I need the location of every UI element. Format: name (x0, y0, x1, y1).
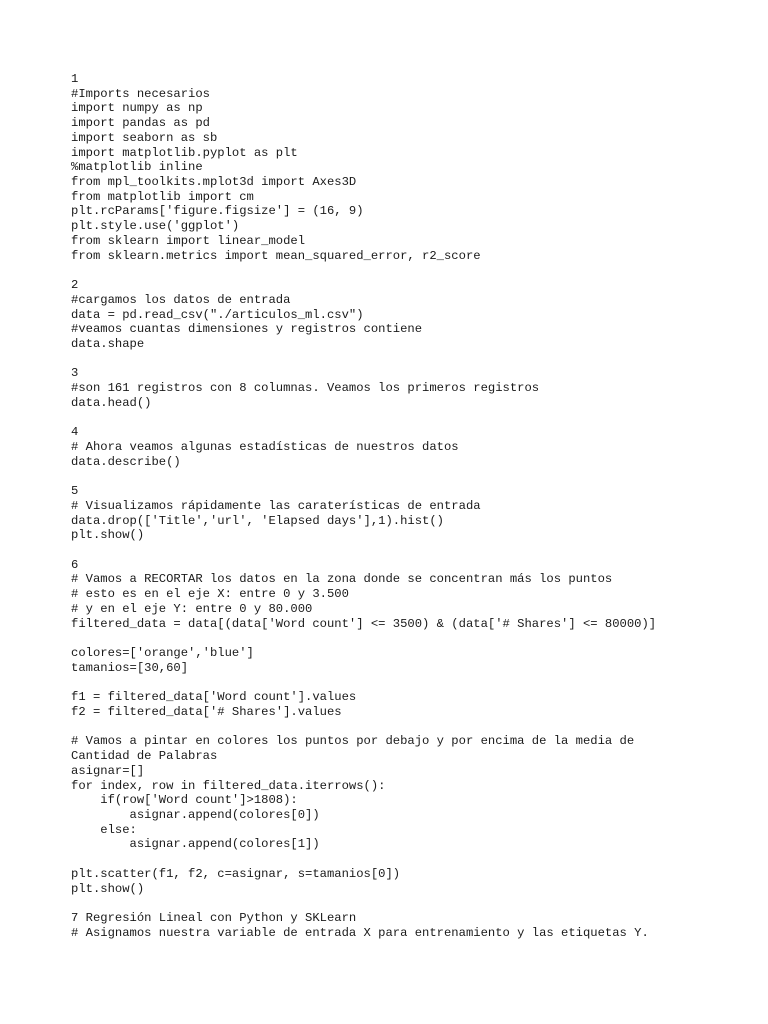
code-line: import pandas as pd (71, 116, 210, 131)
code-line: filtered_data = data[(data['Word count'] <= 3500) & (data['# Shares'] <= 80000)] (71, 616, 657, 631)
code-line: import matplotlib.pyplot as plt (71, 145, 298, 160)
code-line: data.describe() (71, 454, 181, 469)
code-line: if(row['Word count']>1808): (71, 793, 298, 808)
code-line: colores=['orange','blue'] (71, 646, 254, 661)
code-line: # esto es en el eje X: entre 0 y 3.500 (71, 587, 349, 602)
code-line: #cargamos los datos de entrada (71, 292, 291, 307)
code-line: plt.show() (71, 528, 145, 543)
code-line: plt.style.use('ggplot') (71, 219, 240, 234)
blank-line (71, 469, 751, 484)
code-line: data.drop(['Title','url', 'Elapsed days'],1).hist() (71, 513, 444, 528)
code-line: Cantidad de Palabras (71, 749, 218, 764)
code-line: f1 = filtered_data['Word count'].values (71, 690, 357, 705)
code-line: 2 (71, 278, 79, 293)
code-line: 5 (71, 484, 79, 499)
blank-line (71, 675, 751, 690)
document-page (71, 72, 751, 940)
code-line: plt.scatter(f1, f2, c=asignar, s=tamanios[0]) (71, 866, 401, 881)
code-line: plt.show() (71, 881, 145, 896)
blank-line (71, 631, 751, 646)
code-line: for index, row in filtered_data.iterrows(): (71, 778, 386, 793)
code-line: %matplotlib inline (71, 160, 203, 175)
blank-line (71, 720, 751, 735)
code-line: from matplotlib import cm (71, 189, 254, 204)
code-line: 6 (71, 557, 79, 572)
code-line: f2 = filtered_data['# Shares'].values (71, 704, 342, 719)
code-line: asignar.append(colores[0]) (71, 807, 320, 822)
blank-line (71, 411, 751, 426)
code-line: else: (71, 822, 137, 837)
code-line: asignar=[] (71, 763, 145, 778)
code-line: data.shape (71, 336, 145, 351)
code-line: tamanios=[30,60] (71, 660, 189, 675)
code-line: from mpl_toolkits.mplot3d import Axes3D (71, 175, 357, 190)
blank-line (71, 263, 751, 278)
code-line: import numpy as np (71, 101, 203, 116)
code-line: # Asignamos nuestra variable de entrada X para entrenamiento y las etiquetas Y. (71, 925, 649, 940)
code-line: #veamos cuantas dimensiones y registros contiene (71, 322, 423, 337)
code-line: from sklearn import linear_model (71, 233, 306, 248)
code-line: data = pd.read_csv("./articulos_ml.csv") (71, 307, 364, 322)
code-line: import seaborn as sb (71, 130, 218, 145)
code-line: # Vamos a pintar en colores los puntos por debajo y por encima de la media de (71, 734, 635, 749)
code-line: 7 Regresión Lineal con Python y SKLearn (71, 910, 357, 925)
code-line: # Vamos a RECORTAR los datos en la zona donde se concentran más los puntos (71, 572, 613, 587)
code-line: data.head() (71, 395, 152, 410)
code-line: #Imports necesarios (71, 86, 210, 101)
code-line: 1 (71, 72, 79, 86)
code-line: # Visualizamos rápidamente las caraterísticas de entrada (71, 498, 481, 513)
blank-line (71, 352, 751, 367)
code-line: 4 (71, 425, 79, 440)
code-line: #son 161 registros con 8 columnas. Veamos los primeros registros (71, 381, 540, 396)
code-line: 3 (71, 366, 79, 381)
blank-line (71, 852, 751, 867)
code-line: # y en el eje Y: entre 0 y 80.000 (71, 601, 313, 616)
code-line: # Ahora veamos algunas estadísticas de nuestros datos (71, 439, 459, 454)
blank-line (71, 543, 751, 558)
code-line: asignar.append(colores[1]) (71, 837, 320, 852)
code-line: plt.rcParams['figure.figsize'] = (16, 9) (71, 204, 364, 219)
code-line: from sklearn.metrics import mean_squared_error, r2_score (71, 248, 481, 263)
blank-line (71, 896, 751, 911)
